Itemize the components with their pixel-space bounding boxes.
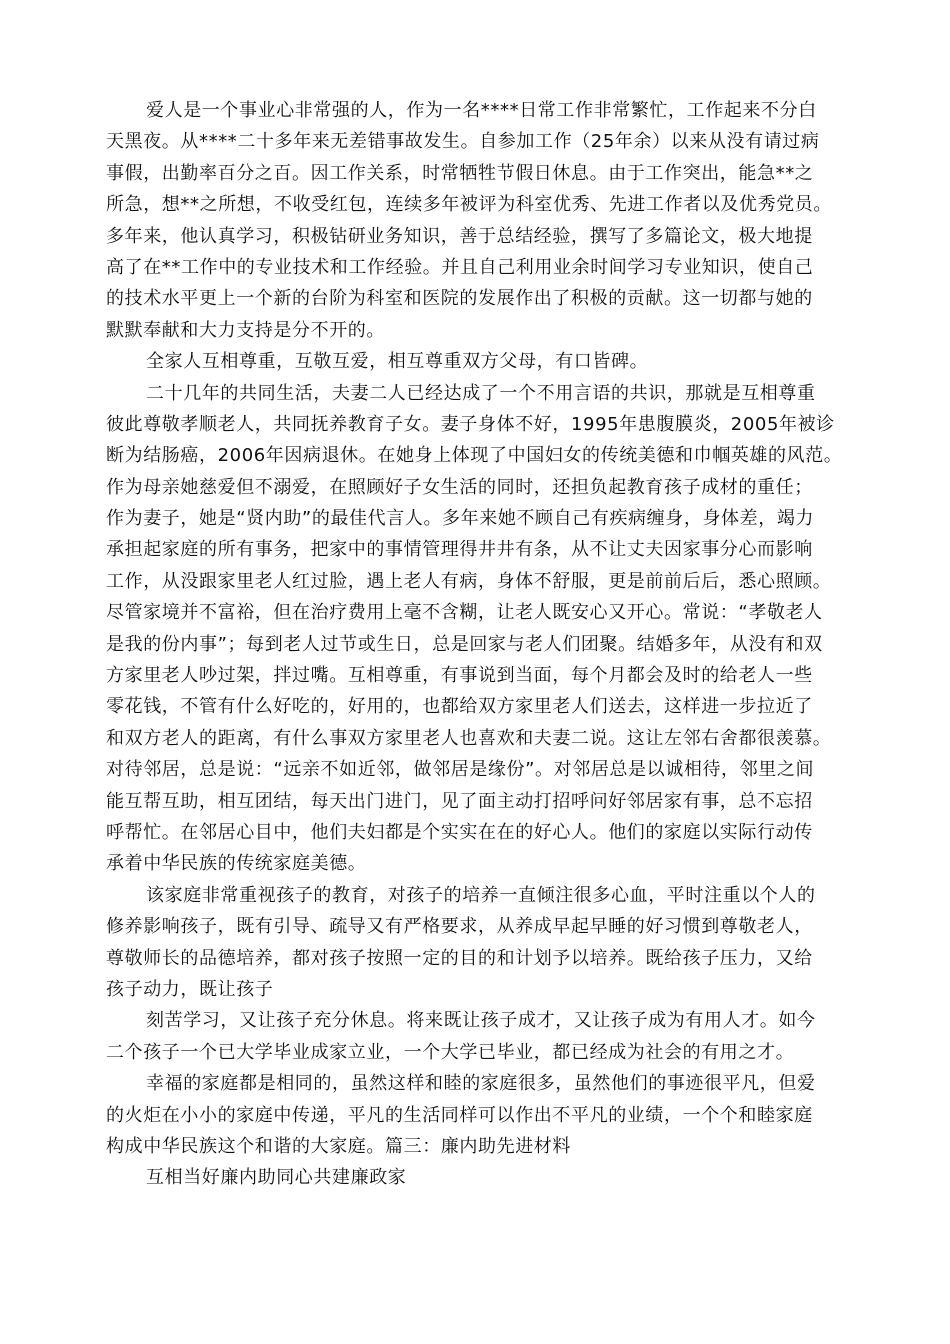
text-line: 爱人是一个事业心非常强的人，作为一名****日常工作非常繁忙，工作起来不分白 — [146, 100, 817, 121]
text-line: 尊敬师长的品德培养，都对孩子按照一定的目的和计划予以培养。既给孩子压力，又给 — [106, 947, 813, 969]
text-line: 幸福的家庭都是相同的，虽然这样和睦的家庭很多，虽然他们的事迹很平凡，但爱 — [146, 1073, 816, 1095]
text-line: 呼帮忙。在邻居心目中，他们夫妇都是个实实在在的好心人。他们的家庭以实际行动传 — [106, 821, 813, 843]
text-line: 的火炬在小小的家庭中传递，平凡的生活同样可以作出不平凡的业绩，一个个和睦家庭 — [106, 1104, 813, 1126]
text-line: 修养影响孩子，既有引导、疏导又有严格要求，从养成早起早睡的好习惯到尊敬老人， — [106, 916, 813, 938]
text-line: 能互帮互助，相互团结，每天出门进门，见了面主动打招呼问好邻居家有事，总不忘招 — [106, 790, 813, 812]
text-line: 构成中华民族这个和谐的大家庭。篇三：廉内助先进材料 — [106, 1135, 571, 1157]
text-line: 作为母亲她慈爱但不溺爱，在照顾好子女生活的同时，还担负起教育孩子成材的重任； — [106, 476, 813, 498]
text-line: 多年来，他认真学习，积极钻研业务知识，善于总结经验，撰写了多篇论文，极大地提 — [106, 225, 813, 247]
text-line: 承担起家庭的所有事务，把家中的事情管理得井井有条，从不让丈夫因家事分心而影响 — [106, 539, 813, 561]
text-line: 二个孩子一个已大学毕业成家立业，一个大学已毕业，都已经成为社会的有用之才。 — [106, 1041, 795, 1063]
text-line: 对待邻居，总是说：“远亲不如近邻，做邻居是缘份”。对邻居总是以诚相待，邻里之间 — [106, 759, 815, 781]
text-line: 互相当好廉内助同心共建廉政家 — [146, 1167, 407, 1189]
text-line: 的技术水平更上一个新的台阶为科室和医院的发展作出了积极的贡献。这一切都与她的 — [106, 288, 813, 310]
text-line: 尽管家境并不富裕，但在治疗费用上毫不含糊，让老人既安心又开心。常说：“孝敬老人 — [106, 602, 823, 624]
text-line: 事假，出勤率百分之百。因工作关系，时常牺牲节假日休息。由于工作突出，能急**之 — [106, 162, 814, 184]
text-line: 全家人互相尊重，互敬互爱，相互尊重双方父母，有口皆碑。 — [146, 351, 649, 373]
text-line: 刻苦学习，又让孩子充分休息。将来既让孩子成才，又让孩子成为有用人才。如今 — [146, 1010, 816, 1032]
text-line: 工作，从没跟家里老人红过脸，遇上老人有病，身体不舒服，更是前前后后，悉心照顾。 — [106, 570, 832, 592]
text-line: 方家里老人吵过架，拌过嘴。互相尊重，有事说到当面，每个月都会及时的给老人一些 — [106, 665, 813, 687]
text-line: 该家庭非常重视孩子的教育，对孩子的培养一直倾注很多心血，平时注重以个人的 — [146, 884, 816, 906]
text-line: 和双方老人的距离，有什么事双方家里老人也喜欢和夫妻二说。这让左邻右舍都很羡慕。 — [106, 727, 832, 749]
text-line: 二十几年的共同生活，夫妻二人已经达成了一个不用言语的共识，那就是互相尊重 — [146, 382, 816, 404]
text-line: 彼此尊敬孝顺老人，共同抚养教育子女。妻子身体不好，1995年患腹膜炎，2005年被诊 — [106, 413, 835, 435]
text-line: 零花钱，不管有什么好吃的，好用的，也都给双方家里老人们送去，这样进一步拉近了 — [106, 696, 813, 718]
text-line: 默默奉献和大力支持是分不开的。 — [106, 319, 385, 341]
text-line: 高了在**工作中的专业技术和工作经验。并且自己利用业余时间学习专业知识，使自己 — [106, 256, 814, 278]
text-line: 天黑夜。从****二十多年来无差错事故发生。自参加工作（25年余）以来从没有请过病 — [106, 131, 820, 153]
text-line: 承着中华民族的传统家庭美德。 — [106, 853, 367, 875]
text-line: 断为结肠癌，2006年因病退休。在她身上体现了中国妇女的传统美德和巾帼英雄的风范。 — [106, 445, 843, 467]
text-line: 孩子动力，既让孩子 — [106, 978, 274, 1000]
document-page — [106, 95, 846, 1194]
text-line: 作为妻子，她是“贤内助”的最佳代言人。多年来她不顾自己有疾病缠身，身体差，竭力 — [106, 508, 815, 530]
text-line: 是我的份内事”；每到老人过节或生日，总是回家与老人们团聚。结婚多年，从没有和双 — [106, 633, 823, 655]
text-line: 所急，想**之所想，不收受红包，连续多年被评为科室优秀、先进工作者以及优秀党员。 — [106, 194, 832, 216]
